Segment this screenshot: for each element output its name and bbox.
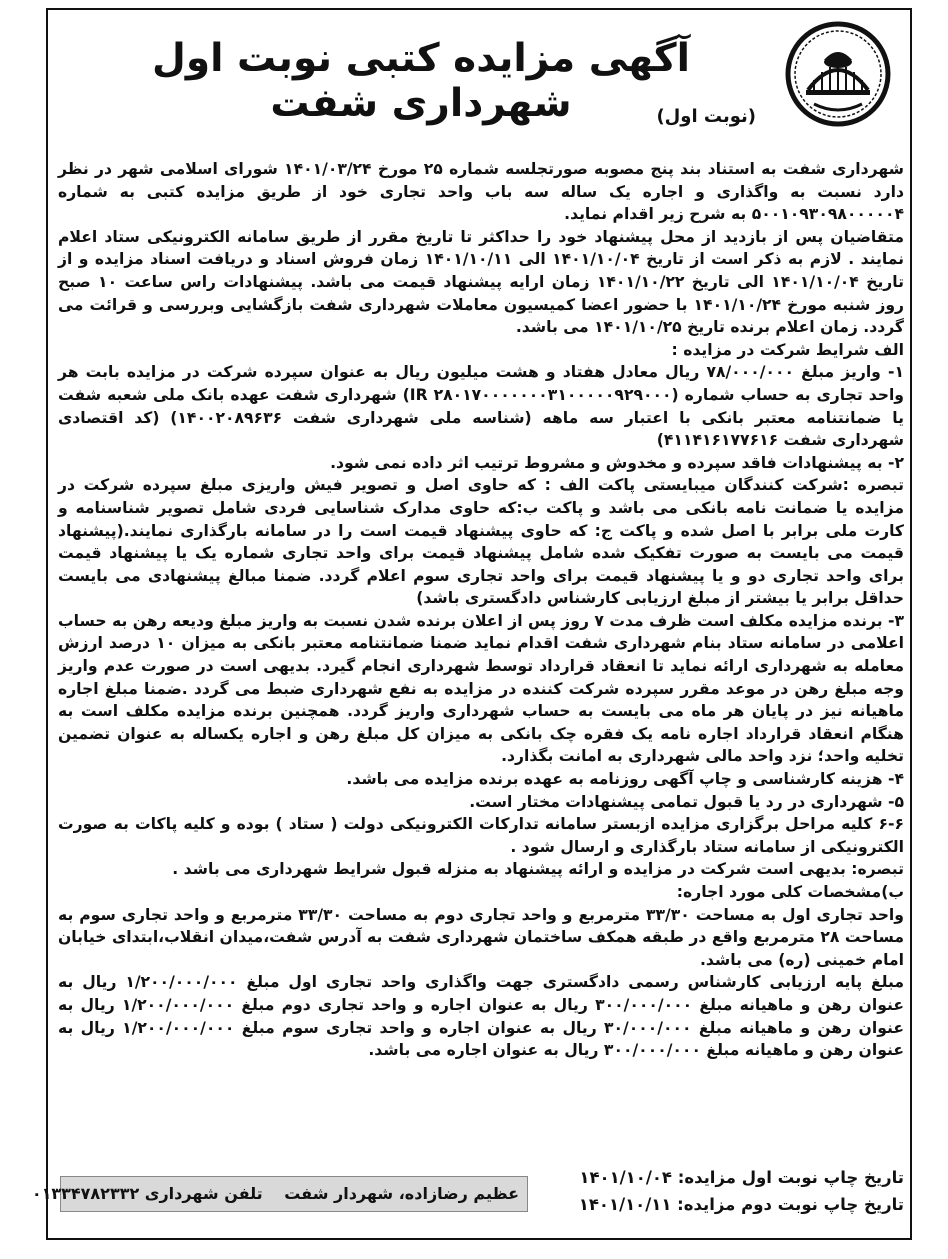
notice-footer xyxy=(31,1164,904,1224)
condition-6: ۶-۶ کلیه مراحل برگزاری مزایده ازبستر سامانه تدارکات الکترونیکی دولت ( ستاد ) بوده و کلیه پاکات به صورت الکترونیکی از سامانه ستاد بارگذاری و ارسال شود . xyxy=(58,815,904,856)
signature-box xyxy=(31,1176,528,1212)
condition-1: ۱- واریز مبلغ ۷۸/۰۰۰/۰۰۰ ریال معادل هفتاد و هشت میلیون ریال به عنوان سپرده شرکت در مزایده بابت هر واحد تجاری به حساب شماره (IR ۲۸۰۱۷۰۰۰۰۰۰۰۳۱۰۰۰۰۰۹۲۹۰۰۰) شهرداری شفت عهده بانک ملی شعبه شفت یا ضمانتنامه معتبر بانکی با اعتبار سه ماهه (شناسه ملی شهرداری شفت ۱۴۰۰۲۰۸۹۶۳۶) (کد اقتصادی شهرداری شفت ۴۱۱۴۱۶۱۷۷۶۱۶) xyxy=(58,363,905,450)
condition-5: ۵- شهرداری در رد یا قبول تمامی پیشنهادات مختار است. xyxy=(469,792,904,811)
municipality-logo xyxy=(784,20,892,128)
print-dates xyxy=(579,1164,904,1218)
print-date-second: تاریخ چاپ نوبت دوم مزایده: ۱۴۰۱/۱۰/۱۱ xyxy=(578,1195,904,1214)
note-acceptance: تبصره: بدیهی است شرکت در مزایده و ارائه پیشنهاد به منزله قبول شرایط شهرداری می باشد . xyxy=(172,860,904,879)
condition-2: ۲- به پیشنهادات فاقد سپرده و مخدوش و مشروط ترتیب اثر داده نمی شود. xyxy=(330,453,904,472)
note-envelopes: تبصره :شرکت کنندگان میبایستی پاکت الف : که حاوی اصل و تصویر فیش واریزی مبلغ سپرده شرکت در مزایده یا ضمانت نامه بانکی می باشد و پاکت ب:که حاوی مدارک شناسایی فردی شامل تصویر شناسنامه و کارت ملی برابر با اصل شده و پاکت ج: که حاوی پیشنهاد قیمت است را در سامانه بارگذاری نمایند.(پیشنهاد قیمت می بایست به صورت تفکیک شده شامل پیشنهاد قیمت برای واحد تجاری شماره یک یا پیشنهاد قیمت برای واحد تجاری دو و یا پیشنهاد قیمت برای واحد تجاری سوم اعلام گردد. ضمنا مبالغ پیشنهادی می بایست حداقل برابر یا بیشتر از مبلغ ارزیابی کارشناس دادگستری باشد) xyxy=(58,476,904,608)
notice-header xyxy=(60,14,906,134)
paragraph-units: واحد تجاری اول به مساحت ۳۳/۳۰ مترمربع و واحد تجاری دوم به مساحت ۳۳/۳۰ مترمربع و واحد تجاری سوم به مساحت ۲۸ مترمربع واقع در طبقه همکف ساختمان شهرداری شفت به آدرس شفت،میدان انقلاب،ابتدای خیابان امام خمینی (ره) می باشد. xyxy=(58,905,904,969)
paragraph-prices: مبلغ پایه ارزیابی کارشناس رسمی دادگستری جهت واگذاری واحد تجاری اول مبلغ ۱/۲۰۰/۰۰۰/۰۰۰ ریال به عنوان رهن و ماهیانه مبلغ ۳۰۰/۰۰۰/۰۰۰ ریال به عنوان اجاره و واحد تجاری دوم مبلغ ۱/۲۰۰/۰۰۰/۰۰۰ ریال به عنوان رهن و ماهیانه مبلغ ۳۰/۰۰۰/۰۰۰ ریال به عنوان اجاره و واحد تجاری سوم مبلغ ۱/۲۰۰/۰۰۰/۰۰۰ ریال به عنوان رهن و ماهیانه مبلغ ۳۰۰/۰۰۰/۰۰۰ ریال به عنوان اجاره می باشد. xyxy=(58,973,904,1060)
municipality-phone: تلفن شهرداری ۰۱۳۳۴۷۸۲۳۳۲ xyxy=(31,1184,263,1203)
notice-body xyxy=(58,158,904,1062)
notice-subtitle: (نوبت اول) xyxy=(656,106,756,127)
section-heading-conditions: الف شرایط شرکت در مزایده : xyxy=(671,340,904,359)
condition-3: ۳- برنده مزایده مکلف است ظرف مدت ۷ روز پس از اعلان برنده شدن نسبت به واریز مبلغ ودیعه رهن به حساب اعلامی در سامانه ستاد بنام شهرداری شفت اقدام نماید ضمنا ضمانتنامه معتبر بانکی به میزان ۱۰ درصد ارزش معامله به شهرداری ارائه نماید تا انعقاد قرارداد توسط شهرداری انجام گیرد. بدیهی است در صورت عدم واریز وجه مبلغ رهن در موعد مقرر سپرده شرکت کننده در مزایده به نفع شهرداری ضبط می گردد .ضمنا مبلغ اجاره ماهیانه نیز در پایان هر ماه می بایست به حساب شهرداری واریز گردد. همچنین برنده مزایده مکلف است به هنگام انعقاد قرارداد اجاره نامه یک فقره چک بانکی به میزان کل مبلغ رهن و اجاره یکساله به عنوان تضمین تخلیه واحد؛ نزد واحد مالی شهرداری به امانت بگذارد. xyxy=(57,611,905,766)
mayor-signature: عظیم رضازاده، شهردار شفت xyxy=(284,1184,519,1203)
section-heading-specs: ب)مشخصات کلی مورد اجاره: xyxy=(676,883,904,901)
paragraph-schedule: متقاضیان پس از بازدید از محل پیشنهاد خود را حداکثر تا تاریخ مقرر از طریق سامانه الکترونیکی ستاد اعلام نمایند . لازم به ذکر است از تاریخ ۱۴۰۱/۱۰/۰۴ الی ۱۴۰۱/۱۰/۱۱ زمان فروش اسناد و دریافت اسناد مزایده و از تاریخ ۱۴۰۱/۱۰/۰۴ الی تاریخ ۱۴۰۱/۱۰/۲۲ زمان ارایه پیشنهاد قیمت می باشد. پیشنهادات راس ساعت ۱۰ صبح روز شنبه مورخ ۱۴۰۱/۱۰/۲۴ با حضور اعضا کمیسیون معاملات شهرداری شفت بازگشایی وبررسی و قرائت می گردد. زمان اعلام برنده تاریخ ۱۴۰۱/۱۰/۲۵ می باشد. xyxy=(58,227,905,337)
notice-title: آگهی مزایده کتبی نوبت اول شهرداری شفت xyxy=(152,36,690,126)
condition-4: ۴- هزینه کارشناسی و چاپ آگهی روزنامه به عهده برنده مزایده می باشد. xyxy=(346,770,904,789)
paragraph-intro: شهرداری شفت به استناد بند پنج مصوبه صورتجلسه شماره ۲۵ مورخ ۱۴۰۱/۰۳/۲۴ شورای اسلامی شهر در نظر دارد نسبت به واگذاری و اجاره یک ساله سه باب واحد تجاری خود از طریق مزایده کتبی به شماره ۵۰۰۱۰۹۳۰۹۸۰۰۰۰۰۴ به شرح زیر اقدام نماید. xyxy=(58,160,904,224)
print-date-first: تاریخ چاپ نوبت اول مزایده: ۱۴۰۱/۱۰/۰۴ xyxy=(579,1168,904,1187)
